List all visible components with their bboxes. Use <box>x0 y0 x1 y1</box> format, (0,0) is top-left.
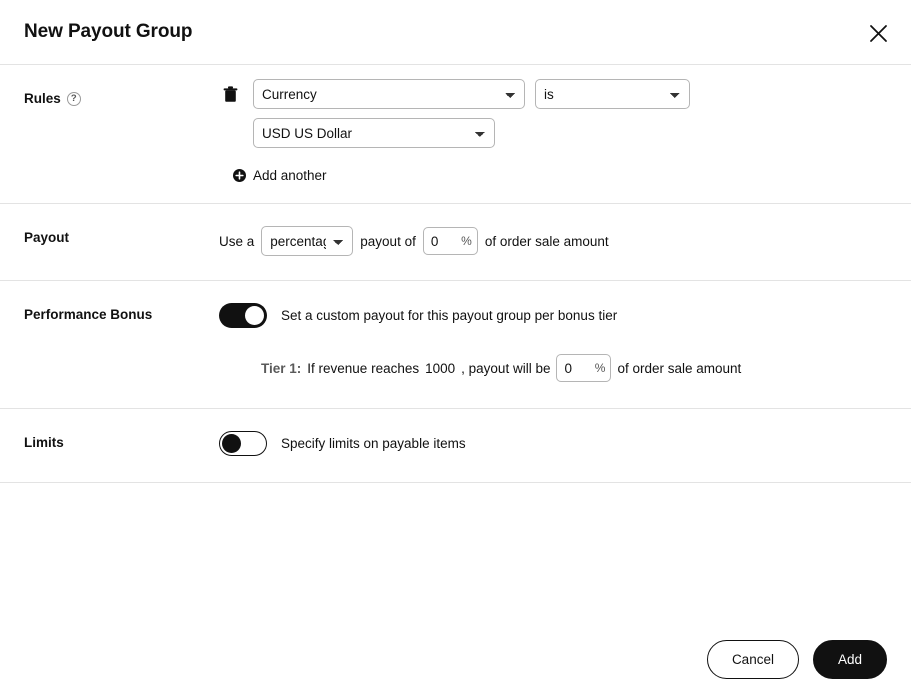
tier-text-middle: , payout will be <box>461 360 551 376</box>
plus-circle-icon <box>233 169 246 182</box>
limits-content <box>219 409 887 482</box>
modal-footer <box>707 640 887 679</box>
tier-text-before: If revenue reaches <box>307 360 420 376</box>
rules-label-text: Rules <box>24 91 61 106</box>
rule-row <box>219 79 887 109</box>
payout-content <box>219 204 887 280</box>
trash-icon[interactable] <box>219 83 241 105</box>
tier-payout-wrap <box>556 354 611 382</box>
rules-section <box>0 65 911 204</box>
payout-type-select[interactable] <box>261 226 353 256</box>
performance-bonus-label-text: Performance Bonus <box>24 307 153 322</box>
rule-value-row <box>253 118 887 148</box>
payout-suffix-text: of order sale amount <box>484 233 609 249</box>
performance-bonus-section <box>0 281 911 409</box>
payout-label-text: Payout <box>24 230 70 245</box>
cancel-button[interactable]: Cancel <box>707 640 799 679</box>
performance-bonus-toggle-row <box>219 303 887 328</box>
tier-text-after: of order sale amount <box>617 360 742 376</box>
tier-revenue-value[interactable]: 1000 <box>425 360 456 376</box>
help-icon[interactable]: ? <box>67 92 81 106</box>
payout-prefix-text: Use a <box>219 233 255 249</box>
performance-bonus-description: Set a custom payout for this payout group per bonus tier <box>281 308 618 323</box>
tier-row <box>261 354 887 382</box>
percent-symbol: % <box>594 361 606 375</box>
limits-toggle[interactable] <box>219 431 267 456</box>
payout-mid-text: payout of <box>360 233 416 249</box>
tier-name: Tier 1: <box>261 360 302 376</box>
performance-bonus-label <box>24 281 219 408</box>
performance-bonus-content <box>219 281 887 408</box>
payout-section <box>0 204 911 281</box>
add-another-label: Add another <box>253 168 327 183</box>
payout-amount-wrap <box>423 227 478 255</box>
rule-attribute-select[interactable] <box>253 79 525 109</box>
performance-bonus-toggle[interactable] <box>219 303 267 328</box>
limits-label <box>24 409 219 482</box>
payout-amount-input[interactable] <box>423 227 478 255</box>
limits-description: Specify limits on payable items <box>281 436 466 451</box>
limits-label-text: Limits <box>24 435 64 450</box>
modal-body <box>0 65 911 693</box>
add-button[interactable]: Add <box>813 640 887 679</box>
rules-content <box>219 65 887 203</box>
rule-operator-select[interactable] <box>535 79 690 109</box>
percent-symbol: % <box>461 234 472 248</box>
close-icon[interactable] <box>863 18 893 48</box>
page-title: New Payout Group <box>24 21 193 42</box>
modal-header <box>0 0 911 65</box>
tier-payout-input[interactable] <box>556 354 611 382</box>
payout-label <box>24 204 219 280</box>
limits-toggle-row <box>219 431 887 456</box>
toggle-knob <box>222 434 241 453</box>
add-another-button[interactable] <box>233 168 327 183</box>
rules-label <box>24 65 219 203</box>
rule-value-select[interactable] <box>253 118 495 148</box>
toggle-knob <box>245 306 264 325</box>
limits-section <box>0 409 911 483</box>
